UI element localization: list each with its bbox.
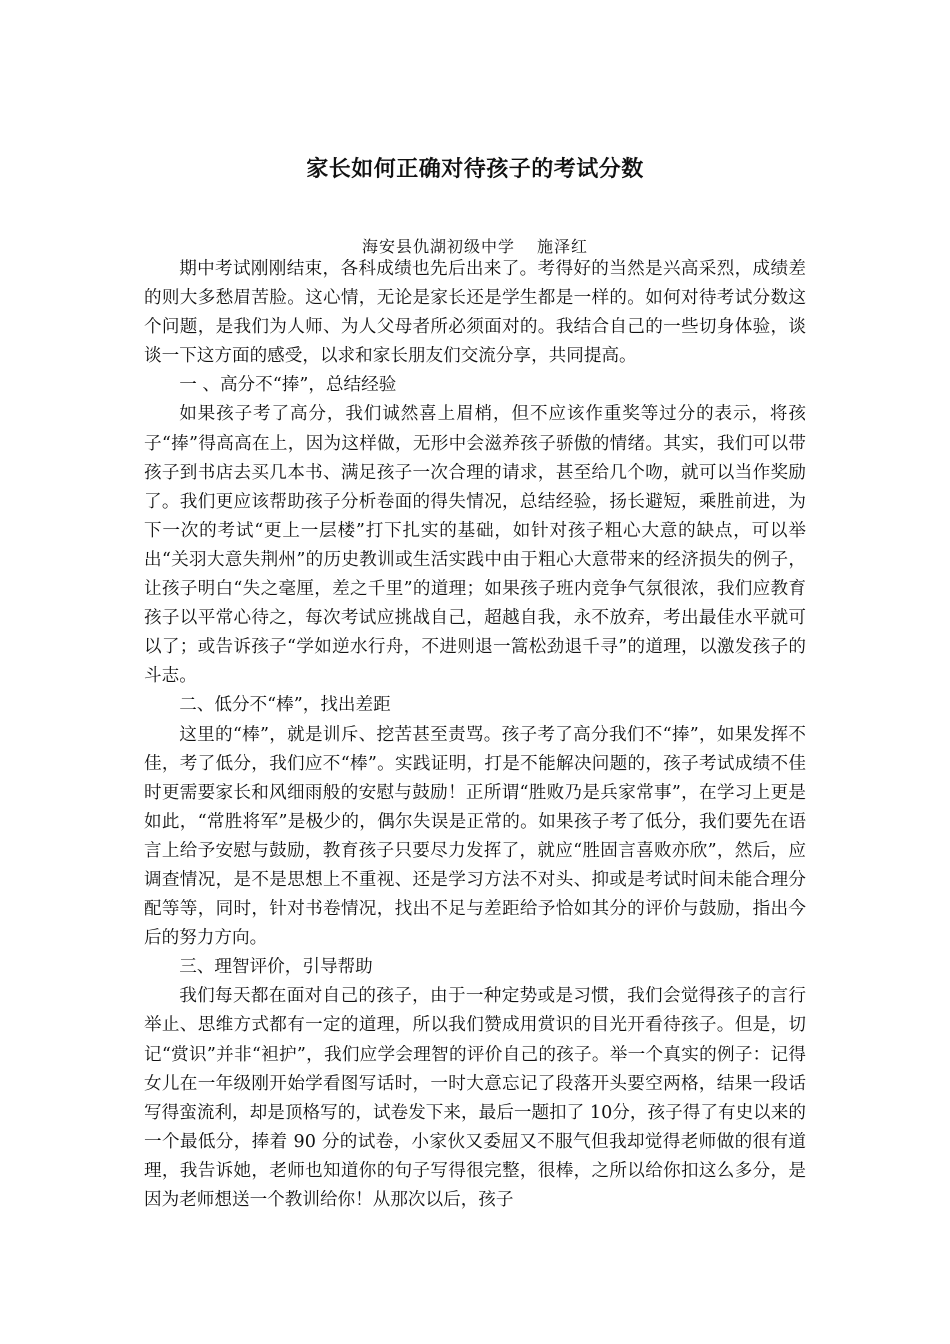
paragraph-section-2: 这里的“棒”，就是训斥、挖苦甚至责骂。孩子考了高分我们不“捧”，如果发挥不佳，考了低分，我们应不“棒”。实践证明，打是不能解决问题的，孩子考试成绩不佳时更需要家长和风细雨般的安慰与鼓励！正所谓“胜败乃是兵家常事”，在学习上更是如此，“常胜将军”是极少的，偶尔失误是正常的。如果孩子考了低分，我们要先在语言上给予安慰与鼓励，教育孩子只要尽力发挥了，就应“胜固言喜败亦欣”，然后，应调查情况，是不是思想上不重视、还是学习方法不对头、抑或是考试时间未能合理分配等等，同时，针对书卷情况，找出不足与差距给予恰如其分的评价与鼓励，指出今后的努力方向。 <box>144 724 806 949</box>
author-name: 施泽红 <box>537 237 589 256</box>
paragraph-section-3: 我们每天都在面对自己的孩子，由于一种定势或是习惯，我们会觉得孩子的言行举止、思维方式都有一定的道理，所以我们赞成用赏识的目光开看待孩子。但是，切记“赏识”并非“袒护”，我们应学会理智的评价自己的孩子。举一个真实的例子：记得女儿在一年级刚开始学看图写话时，一时大意忘记了段落开头要空两格，结果一段话写得蛮流利，却是顶格写的，试卷发下来，最后一题扣了 10分，孩子得了有史以来的一个最低分，捧着 90 分的试卷，小家伙又委屈又不服气但我却觉得老师做的很有道理，我告诉她，老师也知道你的句子写得很完整，很棒，之所以给你扣这么多分，是因为老师想送一个教训给你！从那次以后，孩子 <box>144 986 806 1210</box>
paragraph-intro: 期中考试刚刚结束，各科成绩也先后出来了。考得好的当然是兴高采烈，成绩差的则大多愁眉苦脸。这心情，无论是家长还是学生都是一样的。如何对待考试分数这个问题，是我们为人师、为人父母者所必须面对的。我结合自己的一些切身体验，谈谈一下这方面的感受，以求和家长朋友们交流分享，共同提高。 <box>144 259 806 367</box>
author-school: 海安县仇湖初级中学 <box>361 237 515 256</box>
document-body <box>144 255 806 1215</box>
document-title: 家长如何正确对待孩子的考试分数 <box>306 157 644 182</box>
section-heading-2: 二、低分不“棒”，找出差距 <box>179 695 391 716</box>
paragraph-section-1: 如果孩子考了高分，我们诚然喜上眉梢，但不应该作重奖等过分的表示，将孩子“捧”得高高在上，因为这样做，无形中会滋养孩子骄傲的情绪。其实，我们可以带孩子到书店去买几本书、满足孩子一次合理的请求，甚至给几个吻，就可以当作奖励了。我们更应该帮助孩子分析卷面的得失情况，总结经验，扬长避短，乘胜前进，为下一次的考试“更上一层楼”打下扎实的基础，如针对孩子粗心大意的缺点，可以举出“关羽大意失荆州”的历史教训或生活实践中由于粗心大意带来的经济损失的例子，让孩子明白“失之毫厘，差之千里”的道理；如果孩子班内竞争气氛很浓，我们应教育孩子以平常心待之，每次考试应挑战自己，超越自我，永不放弃，考出最佳水平就可以了；或告诉孩子“学如逆水行舟，不进则退一篙松劲退千寻”的道理，以激发孩子的斗志。 <box>144 404 806 687</box>
section-heading-3: 三、理智评价，引导帮助 <box>179 957 373 978</box>
section-heading-1: 一 、高分不“捧”，总结经验 <box>179 375 397 396</box>
